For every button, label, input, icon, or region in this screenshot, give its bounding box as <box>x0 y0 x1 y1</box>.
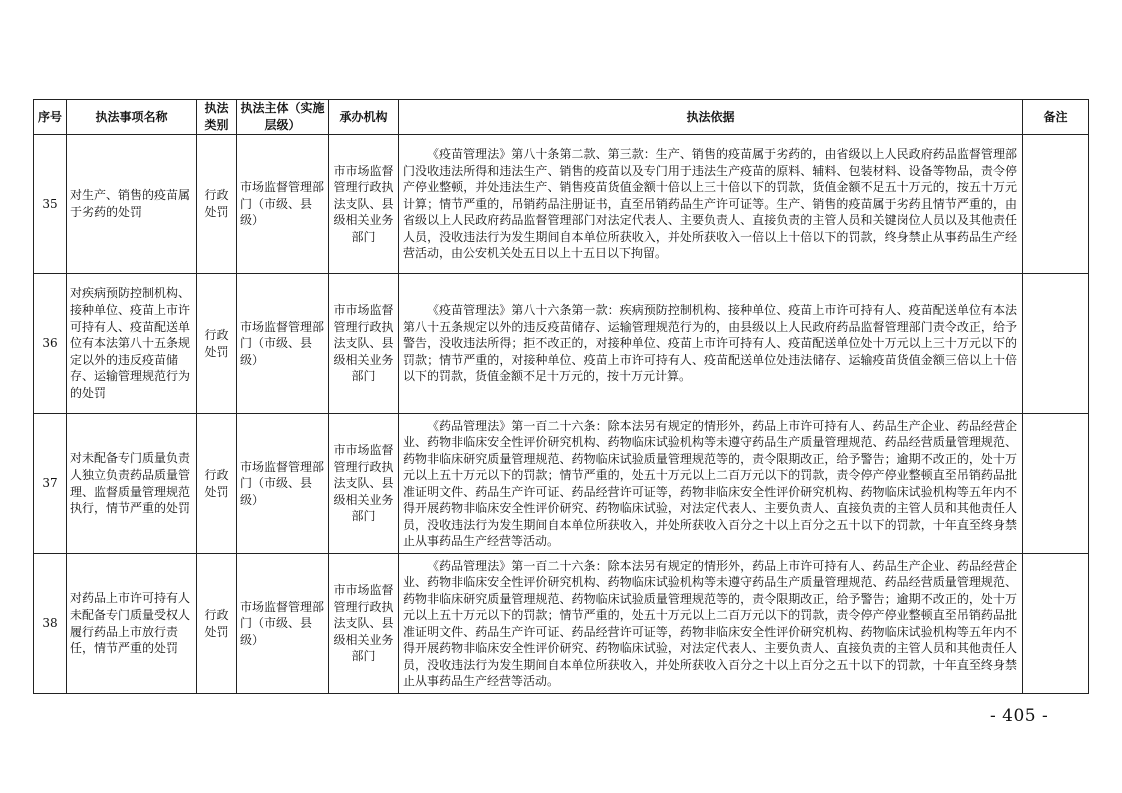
page-number: - 405 - <box>990 706 1049 726</box>
row-note <box>1023 414 1089 554</box>
header-note: 备注 <box>1023 100 1089 135</box>
table-row <box>34 554 1089 694</box>
row-org: 市市场监督管理行政执法支队、县级相关业务部门 <box>329 414 399 554</box>
row-basis: 《疫苗管理法》第八十条第二款、第三款：生产、销售的疫苗属于劣药的，由省级以上人民政府药品监督管理部门没收违法所得和违法生产、销售的疫苗以及专门用于违法生产疫苗的原料、辅料、包装材料、设备等物品，责令停产停业整顿，并处违法生产、销售疫苗货值金额十倍以上三十倍以下的罚款，货值金额不足五十万元的，按五十万元计算；情节严重的，吊销药品注册证书，直至吊销药品生产许可证等。生产、销售的疫苗属于劣药且情节严重的，由省级以上人民政府药品监督管理部门对法定代表人、主要负责人、直接负责的主管人员和关键岗位人员以及其他责任人员，没收违法行为发生期间自本单位所获收入，并处所获收入一倍以上十倍以下的罚款，终身禁止从事药品生产经营活动，由公安机关处五日以上十五日以下拘留。 <box>403 147 1017 261</box>
row-basis: 《药品管理法》第一百二十六条：除本法另有规定的情形外，药品上市许可持有人、药品生产企业、药品经营企业、药物非临床安全性评价研究机构、药物临床试验机构等未遵守药品生产质量管理规范、药品经营质量管理规范、药物非临床研究质量管理规范、药物临床试验质量管理规范等的，责令限期改正，给予警告；逾期不改正的，处十万元以上五十万元以下的罚款；情节严重的，处五十万元以上二百万元以下的罚款，责令停产停业整顿直至吊销药品批准证明文件、药品生产许可证、药品经营许可证等，药物非临床安全性评价研究机构、药物临床试验机构等五年内不得开展药物非临床安全性评价研究、药物临床试验，对法定代表人、主要负责人、直接负责的主管人员和其他责任人员，没收违法行为发生期间自本单位所获收入，并处所获收入百分之十以上百分之五十以下的罚款，十年直至终身禁止从事药品生产经营等活动。 <box>403 558 1017 688</box>
row-subject: 市场监督管理部门（市级、县级） <box>237 414 329 554</box>
enforcement-table <box>33 99 1089 694</box>
row-no: 36 <box>34 274 67 414</box>
row-type: 行政处罚 <box>197 135 237 274</box>
table-row <box>34 135 1089 274</box>
row-note <box>1023 135 1089 274</box>
row-org: 市市场监督管理行政执法支队、县级相关业务部门 <box>329 274 399 414</box>
header-name: 执法事项名称 <box>67 100 197 135</box>
row-type: 行政处罚 <box>197 274 237 414</box>
row-name: 对药品上市许可持有人未配备专门质量受权人履行药品上市放行责任，情节严重的处罚 <box>67 554 197 694</box>
table-row <box>34 414 1089 554</box>
row-basis: 《药品管理法》第一百二十六条：除本法另有规定的情形外，药品上市许可持有人、药品生产企业、药品经营企业、药物非临床安全性评价研究机构、药物临床试验机构等未遵守药品生产质量管理规范、药品经营质量管理规范、药物非临床研究质量管理规范、药物临床试验质量管理规范等的，责令限期改正，给予警告；逾期不改正的，处十万元以上五十万元以下的罚款；情节严重的，处五十万元以上二百万元以下的罚款，责令停产停业整顿直至吊销药品批准证明文件、药品生产许可证、药品经营许可证等，药物非临床安全性评价研究机构、药物临床试验机构等五年内不得开展药物非临床安全性评价研究、药物临床试验，对法定代表人、主要负责人、直接负责的主管人员和其他责任人员，没收违法行为发生期间自本单位所获收入，并处所获收入百分之十以上百分之五十以下的罚款，十年直至终身禁止从事药品生产经营等活动。 <box>403 418 1017 548</box>
row-subject: 市场监督管理部门（市级、县级） <box>237 135 329 274</box>
row-org: 市市场监督管理行政执法支队、县级相关业务部门 <box>329 554 399 694</box>
header-subject: 执法主体（实施层级） <box>237 100 329 135</box>
row-note <box>1023 554 1089 694</box>
row-org: 市市场监督管理行政执法支队、县级相关业务部门 <box>329 135 399 274</box>
row-subject: 市场监督管理部门（市级、县级） <box>237 554 329 694</box>
header-org: 承办机构 <box>329 100 399 135</box>
row-name: 对疾病预防控制机构、接种单位、疫苗上市许可持有人、疫苗配送单位有本法第八十五条规定以外的违反疫苗储存、运输管理规范行为的处罚 <box>67 274 197 414</box>
row-type: 行政处罚 <box>197 414 237 554</box>
row-no: 38 <box>34 554 67 694</box>
row-no: 35 <box>34 135 67 274</box>
header-no: 序号 <box>34 100 67 135</box>
header-row <box>34 100 1089 135</box>
header-basis: 执法依据 <box>399 100 1023 135</box>
row-name: 对生产、销售的疫苗属于劣药的处罚 <box>67 135 197 274</box>
row-subject: 市场监督管理部门（市级、县级） <box>237 274 329 414</box>
row-basis: 《疫苗管理法》第八十六条第一款：疾病预防控制机构、接种单位、疫苗上市许可持有人、疫苗配送单位有本法第八十五条规定以外的违反疫苗储存、运输管理规范行为的，由县级以上人民政府药品监督管理部门责令改正，给予警告，没收违法所得；拒不改正的，对接种单位、疫苗上市许可持有人、疫苗配送单位处十万元以上三十万元以下的罚款；情节严重的，对接种单位、疫苗上市许可持有人、疫苗配送单位处违法储存、运输疫苗货值金额三倍以上十倍以下的罚款，货值金额不足十万元的，按十万元计算。 <box>403 303 1017 384</box>
row-name: 对未配备专门质量负责人独立负责药品质量管理、监督质量管理规范执行，情节严重的处罚 <box>67 414 197 554</box>
table-row <box>34 274 1089 414</box>
row-note <box>1023 274 1089 414</box>
header-type: 执法类别 <box>197 100 237 135</box>
row-no: 37 <box>34 414 67 554</box>
row-type: 行政处罚 <box>197 554 237 694</box>
